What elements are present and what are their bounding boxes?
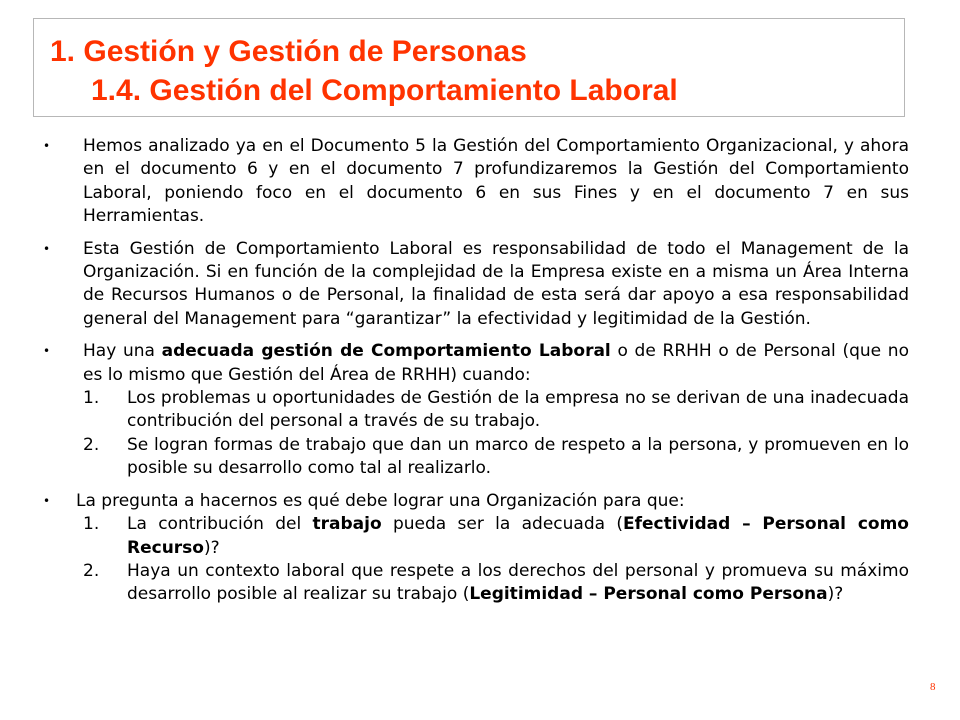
sub-item-text: Los problemas u oportunidades de Gestión de la empresa no se derivan de una inadecuada contribución del personal a través de su trabajo.: [127, 388, 909, 432]
bullet-dot: •: [43, 241, 51, 256]
sub-item-text-c: )?: [827, 584, 844, 605]
bullet-text: Hemos analizado ya en el Documento 5 la Gestión del Comportamiento Organizacional, y ahora en el documento 6 y en el documento 7 profundizaremos la Gestión del Comportamiento Laboral, poniendo foco en el documento 6 en sus Fines y en el documento 7 en sus Herramientas.: [83, 136, 909, 227]
bullet-2: [43, 238, 909, 332]
slide-title: 1. Gestión y Gestión de Personas: [50, 35, 527, 68]
bullet-1: [43, 135, 909, 229]
bullet-text-bold: adecuada gestión de Comportamiento Laboral: [161, 341, 611, 362]
bullet-dot: •: [43, 493, 51, 508]
bullet-4: [43, 490, 909, 513]
sub-item-number: 1.: [83, 388, 100, 409]
sub-item-text-d: )?: [203, 537, 220, 558]
sub-item-text-bold-1: trabajo: [312, 514, 382, 535]
sub-item-text-a: La contribución del: [127, 514, 313, 535]
bullet-dot: •: [43, 344, 51, 359]
bullet-text-pre: Hay una: [83, 341, 162, 362]
title-box: [33, 18, 905, 117]
sub-item-text-a: Haya un contexto laboral que respete a los derechos del personal y promueva su máximo desarrollo posible al realizar su trabajo (: [127, 560, 909, 605]
sub-item-number: 1.: [83, 514, 100, 535]
sub-item-4-1: [83, 513, 909, 560]
slide-subtitle: 1.4. Gestión del Comportamiento Laboral: [91, 74, 678, 107]
sub-item-number: 2.: [83, 560, 100, 581]
bullet-dot: •: [43, 139, 51, 153]
sub-item-text-c: pueda ser la adecuada (: [381, 514, 623, 535]
bullet-text: La pregunta a hacernos es qué debe lograr una Organización para que:: [76, 490, 685, 511]
sub-item-text: Se logran formas de trabajo que dan un marco de respeto a la persona, y promueven en lo posible su desarrollo como tal al realizarlo.: [127, 434, 909, 479]
sub-item-number: 2.: [83, 434, 100, 455]
sub-item-3-1: [83, 387, 909, 434]
sub-item-text-bold-1: Legitimidad – Personal como Persona: [469, 584, 828, 605]
slide-body: [43, 135, 909, 607]
bullet-text-post: o de RRHH o de Personal (que no es lo mismo que Gestión del Área de RRHH) cuando:: [83, 341, 909, 385]
sub-item-text-bold-2: Efectividad – Personal como Recurso: [127, 514, 909, 558]
bullet-3: [43, 340, 909, 387]
sub-item-3-2: [83, 434, 909, 481]
bullet-text: Esta Gestión de Comportamiento Laboral es responsabilidad de todo el Management de la Organización. Si en función de la complejidad de la Empresa existe en a misma un Área Interna de Recursos Humanos o de Personal, la finalidad de esta será dar apoyo a esa responsabilidad general del Management para “garantizar” la efectividad y legitimidad de la Gestión.: [83, 238, 909, 329]
page-number: 8: [930, 681, 936, 693]
sub-item-4-2: [83, 560, 909, 607]
